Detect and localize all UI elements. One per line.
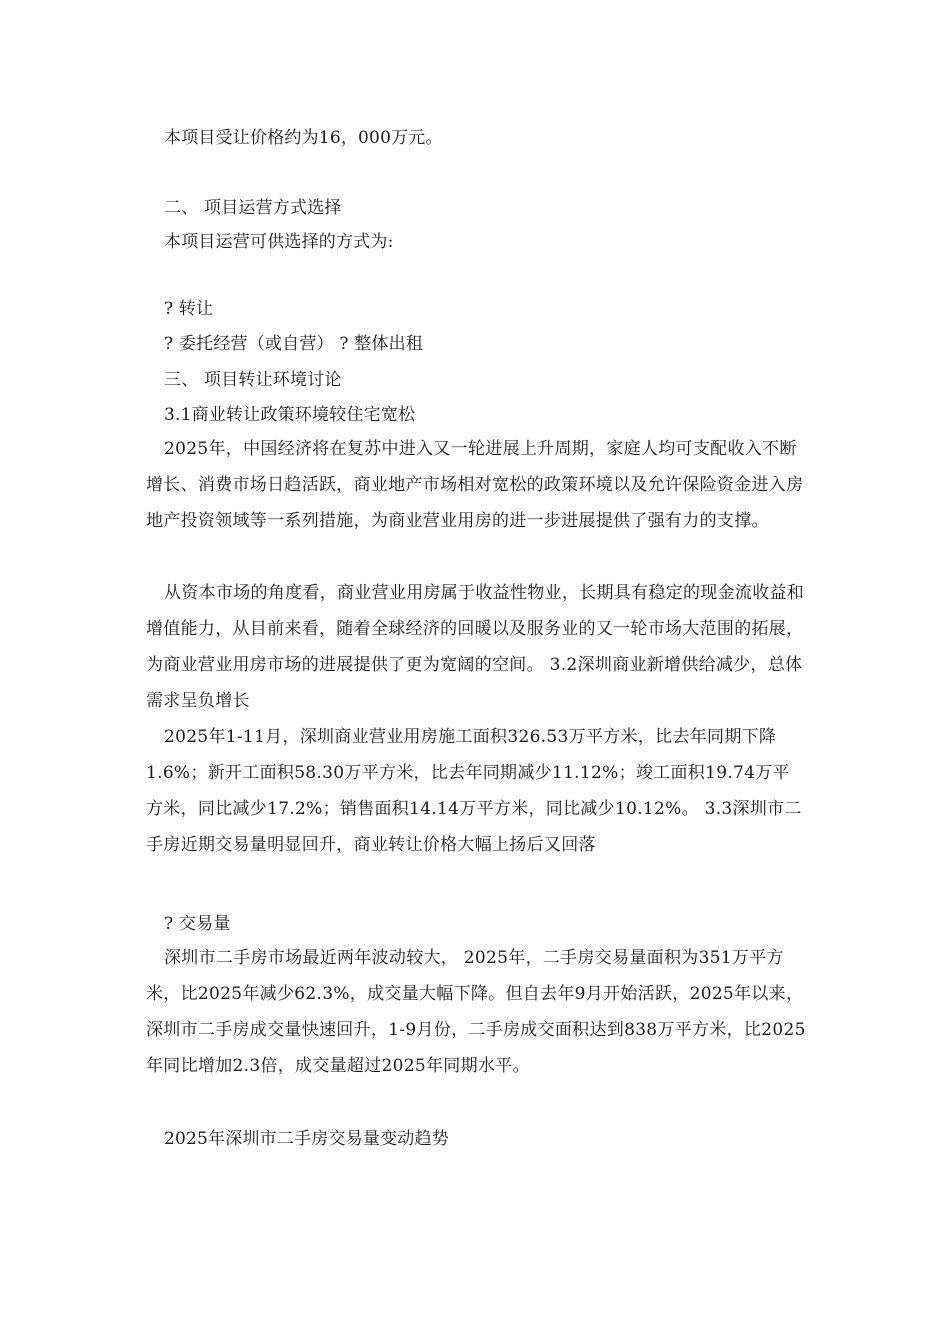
option-entrust-lease: ? 委托经营（或自营） ? 整体出租 xyxy=(164,334,424,354)
section3-heading: 三、 项目转让环境讨论 xyxy=(164,370,342,390)
bullet-transaction-volume: ? 交易量 xyxy=(164,914,231,934)
paragraph-second-hand-market: 深圳市二手房市场最近两年波动较大， 2025年，二手房交易量面积为351万平方米，比2025年减少62.3%，成交量大幅下降。但自去年9月开始活跃，2025年以来，深圳市二手房成交量快速回升，1-9月份，二手房成交面积达到838万平方米，比2025年同比增加2.3倍，成交量超过2025年同期水平。 xyxy=(146,948,806,1076)
section2-intro: 本项目运营可供选择的方式为: xyxy=(164,232,394,252)
paragraph-supply-statistics: 2025年1-11月，深圳商业营业用房施工面积326.53万平方米，比去年同期下降1.6%；新开工面积58.30万平方米，比去年同期减少11.12%；竣工面积19.74万平方米，同比减少17.2%；销售面积14.14万平方米，同比减少10.12%。 3.3深圳市二手房近期交易量明显回升，商业转让价格大幅上扬后又回落 xyxy=(146,727,802,855)
paragraph-economy: 2025年，中国经济将在复苏中进入又一轮进展上升周期，家庭人均可支配收入不断增长、消费市场日趋活跃，商业地产市场相对宽松的政策环境以及允许保险资金进入房地产投资领域等一系列措施，为商业营业用房的进一步进展提供了强有力的支撑。 xyxy=(146,439,804,531)
price-line: 本项目受让价格约为16，000万元。 xyxy=(164,128,443,148)
chart-caption: 2025年深圳市二手房交易量变动趋势 xyxy=(164,1129,449,1149)
paragraph-capital-market: 从资本市场的角度看，商业营业用房属于收益性物业，长期具有稳定的现金流收益和增值能力，从目前来看，随着全球经济的回暖以及服务业的又一轮市场大范围的拓展，为商业营业用房市场的进展提供了更为宽阔的空间。 3.2深圳商业新增供给减少，总体需求呈负增长 xyxy=(146,583,805,711)
subsection-3-1-heading: 3.1商业转让政策环境较住宅宽松 xyxy=(164,405,416,425)
section2-heading: 二、 项目运营方式选择 xyxy=(164,198,342,218)
option-transfer: ? 转让 xyxy=(164,299,214,319)
